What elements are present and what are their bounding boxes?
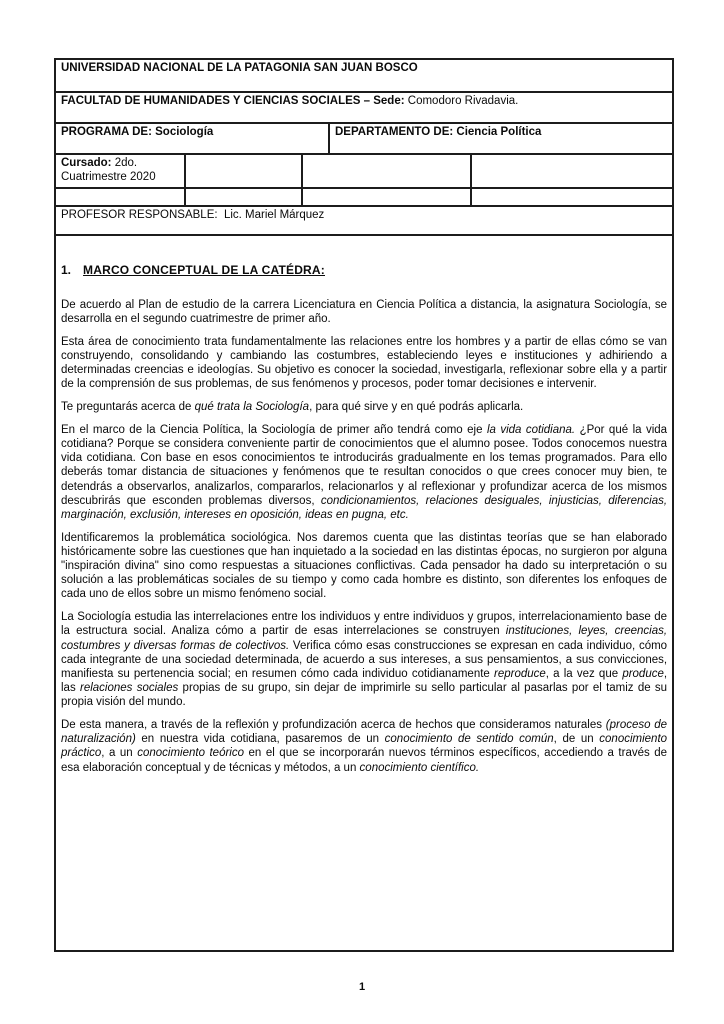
row-body (55, 235, 673, 951)
empty-cell (55, 188, 185, 206)
faculty-value: Comodoro Rivadavia. (407, 95, 519, 107)
body-paragraph: Te preguntarás acerca de qué trata la Sociología, para qué sirve y en qué podrás aplicarla. (61, 401, 524, 414)
body-paragraph: De esta manera, a través de la reflexión y profundización acerca de hechos que consideramos naturales (proceso de naturalización) en nuestra vida cotidiana, pasaremos de un conocimiento de sentido común, de un conocimiento práctico, a un conocimiento teórico en el que se incorporarán nuevos términos específicos, accediendo a través de esa elaboración conceptual y de técnicas y métodos, a un conocimiento científico. (61, 719, 668, 774)
body-paragraphs (61, 298, 667, 775)
department-label: DEPARTAMENTO DE: (335, 126, 454, 138)
cursado-label: Cursado: (61, 157, 112, 169)
faculty-label: FACULTAD DE HUMANIDADES Y CIENCIAS SOCIALES – Sede: (61, 95, 405, 107)
professor-label: PROFESOR RESPONSABLE: (61, 209, 218, 221)
university-cell (55, 59, 673, 92)
program-label: PROGRAMA DE: (61, 126, 152, 138)
program-value: Sociología (155, 126, 214, 138)
program-header-table (54, 58, 674, 952)
body-paragraph: Esta área de conocimiento trata fundamentalmente las relaciones entre los hombres y a partir de ellas cómo se van construyendo, consolidando y cambiando las costumbres, estableciendo leyes e instituciones y adhiriendo a determinadas creencias e ideologías. Su objetivo es conocer la sociedad, investigarla, reflexionar sobre ella y a partir de la comprensión de sus problemas, de sus fenómenos y procesos, poder tomar decisiones e intervenir. (61, 335, 668, 391)
empty-cell (471, 188, 673, 206)
row-cursado (55, 154, 673, 188)
empty-cell (185, 154, 302, 188)
row-empty (55, 188, 673, 206)
cursado-cell (55, 154, 185, 188)
page-number: 1 (358, 981, 366, 993)
department-value: Ciencia Política (456, 126, 542, 138)
professor-cell (55, 206, 673, 235)
body-paragraph: En el marco de la Ciencia Política, la Sociología de primer año tendrá como eje la vida cotidiana. ¿Por qué la vida cotidiana? Porque se considera conveniente partir de conocimientos que el alumno posee. Todos conocemos nuestra vida cotidiana. Con base en esos conocimientos te introducirás gradualmente en los temas programados. Para ello deberás tomar distancia de situaciones y fenómenos que te resultan conocidos o que crees conocer muy bien, te detendrás a observarlos, analizarlos, compararlos, relacionarlos y al reflexionar y profundizar acerca de los mismos descubrirás que esconden problemas diversos, condicionamientos, relaciones desiguales, injusticias, diferencias, marginación, exclusión, intereses en oposición, ideas en pugna, etc. (61, 423, 668, 521)
body-paragraph: La Sociología estudia las interrelaciones entre los individuos y entre individuos y grupos, interrelacionamiento base de la estructura social. Analiza cómo a partir de esas interrelaciones se construyen instituciones, leyes, creencias, costumbres y diversas formas de colectivos. Verifica cómo esas construcciones se expresan en cada individuo, cómo cada integrante de una sociedad determinada, de acuerdo a sus intereses, a sus pensamientos, a sus convicciones, manifiesta su pertenencia social; en resumen cómo cada individuo cotidianamente reproduce, a la vez que produce, las relaciones sociales propias de su grupo, sin dejar de imprimirle su sello particular al pasarlas por el tamiz de su propia visión del mundo. (61, 611, 668, 709)
section-heading (61, 264, 667, 278)
section-title: MARCO CONCEPTUAL DE LA CATÉDRA: (83, 263, 325, 277)
row-faculty (55, 92, 673, 123)
empty-cell (302, 154, 471, 188)
department-cell (329, 123, 673, 154)
section-number: 1. (61, 263, 72, 277)
row-university (55, 59, 673, 92)
cursado-value: 2do. Cuatrimestre 2020 (61, 157, 156, 183)
faculty-cell (55, 92, 673, 123)
professor-value: Lic. Mariel Márquez (223, 209, 325, 221)
empty-cell (302, 188, 471, 206)
body-paragraph: Identificaremos la problemática sociológica. Nos daremos cuenta que las distintas teorías que se han elaborado históricamente sobre las cuestiones que han inquietado a la sociedad en las distintas épocas, no surgieron por alguna "inspiración divina" sino como respuestas a situaciones conflictivas. Cada pensador ha dado su interpretación o su solución a las problemáticas sociales de su tiempo y como cada hombre es distinto, son diferentes los enfoques de cada uno de ellos sobre un mismo fenómeno social. (61, 531, 668, 601)
body-paragraph: De acuerdo al Plan de estudio de la carrera Licenciatura en Ciencia Política a distancia, la asignatura Sociología, se desarrolla en el segundo cuatrimestre de primer año. (61, 298, 668, 325)
university-title: UNIVERSIDAD NACIONAL DE LA PATAGONIA SAN JUAN BOSCO (61, 62, 418, 74)
program-cell (55, 123, 329, 154)
row-program-department (55, 123, 673, 154)
row-professor (55, 206, 673, 235)
empty-cell (471, 154, 673, 188)
empty-cell (185, 188, 302, 206)
body-cell (55, 235, 673, 951)
